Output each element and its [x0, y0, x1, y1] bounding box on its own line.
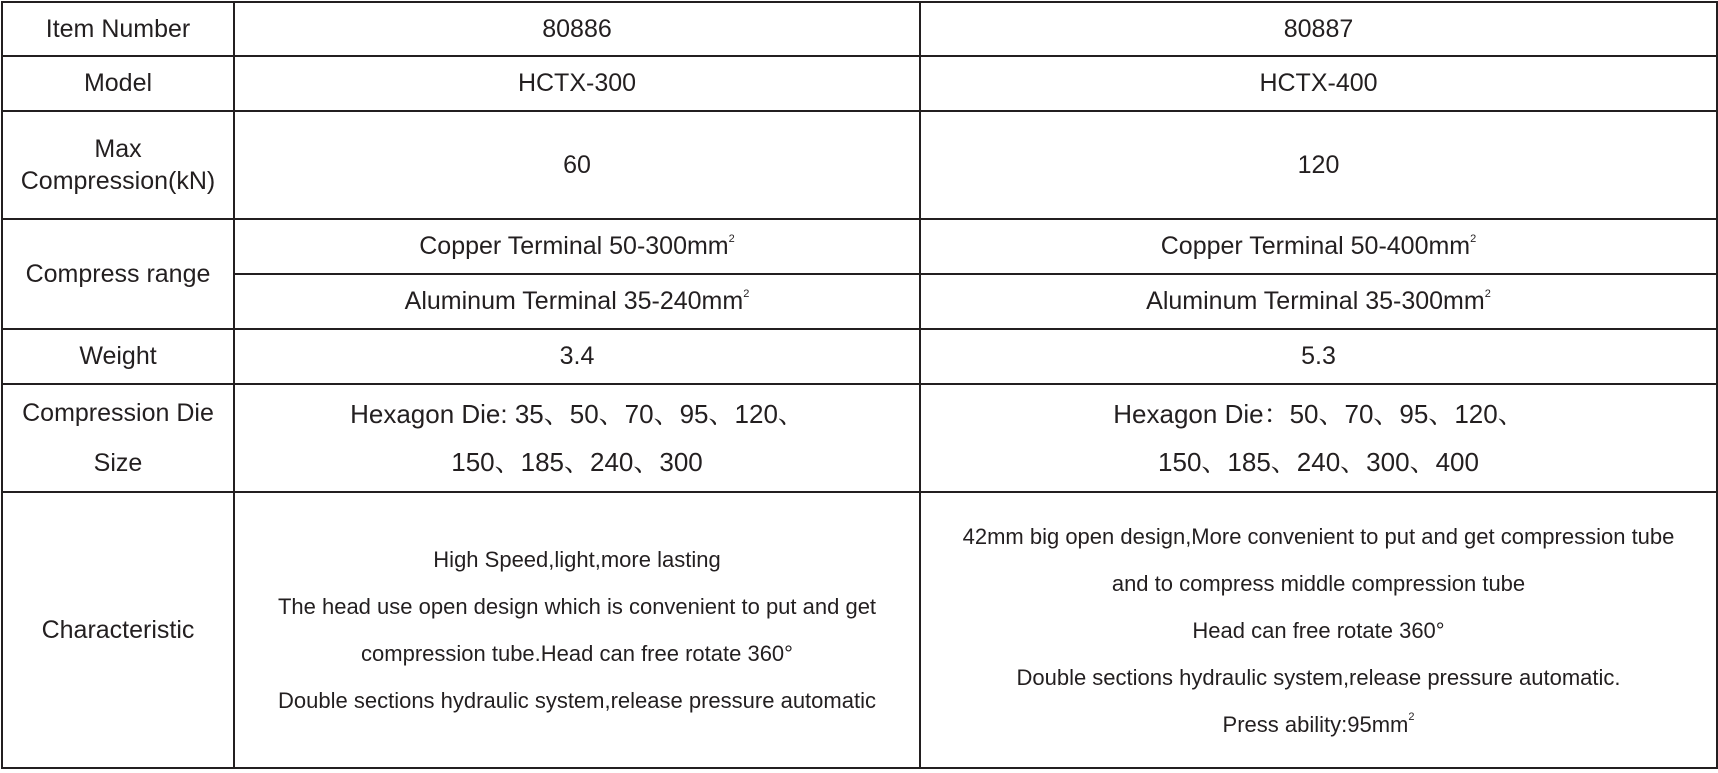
row-compress-range-aluminum	[2, 274, 1717, 329]
char-a-line2: The head use open design which is convenient to put and get	[277, 594, 877, 619]
compression-die-a	[234, 384, 920, 492]
row-characteristic	[2, 492, 1717, 768]
aluminum-range-b-sup: 2	[1484, 288, 1491, 301]
row-compress-range-copper	[2, 219, 1717, 274]
char-a-line4: Double sections hydraulic system,release pressure automatic	[278, 688, 876, 713]
die-b-line2: 150、185、240、300、400	[1158, 447, 1479, 477]
label-die-line2: Size	[93, 449, 143, 477]
label-characteristic: Characteristic	[2, 492, 234, 768]
aluminum-range-b	[920, 274, 1717, 329]
label-compression-die	[2, 384, 234, 492]
char-b-line2: and to compress middle compression tube	[1111, 570, 1526, 596]
max-compression-b: 120	[920, 111, 1717, 219]
row-weight	[2, 329, 1717, 384]
label-compress-range: Compress range	[2, 219, 234, 329]
label-max-compression	[2, 111, 234, 219]
label-max-line2: Compression(kN)	[20, 167, 216, 195]
copper-range-b-sup: 2	[1470, 233, 1477, 246]
aluminum-range-b-text: Aluminum Terminal 35-300mm	[1146, 287, 1485, 316]
label-item-number: Item Number	[2, 2, 234, 56]
row-compression-die	[2, 384, 1717, 492]
aluminum-range-a-sup: 2	[743, 288, 750, 301]
label-die-line1: Compression Die	[22, 399, 214, 427]
row-max-compression	[2, 111, 1717, 219]
characteristic-a	[234, 492, 920, 768]
spec-table	[1, 1, 1718, 769]
label-max-line1: Max	[94, 134, 142, 163]
compression-die-b	[920, 384, 1717, 492]
row-item-number	[2, 2, 1717, 56]
char-b-line1: 42mm big open design,More convenient to put and get compression tube	[962, 523, 1675, 549]
item-number-b: 80887	[920, 2, 1717, 56]
copper-range-a	[234, 219, 920, 274]
char-b-line4: Double sections hydraulic system,release pressure automatic.	[1016, 664, 1621, 690]
weight-b: 5.3	[920, 329, 1717, 384]
copper-range-b	[920, 219, 1717, 274]
char-a-line1: High Speed,light,more lasting	[433, 547, 721, 572]
aluminum-range-a	[234, 274, 920, 329]
die-a-line2: 150、185、240、300	[451, 447, 703, 477]
char-a-line3: compression tube.Head can free rotate 360°	[361, 641, 793, 666]
weight-a: 3.4	[234, 329, 920, 384]
die-b-line1: Hexagon Die：50、70、95、120、	[1113, 399, 1524, 429]
copper-range-b-text: Copper Terminal 50-400mm	[1160, 232, 1471, 261]
die-a-line1: Hexagon Die: 35、50、70、95、120、	[350, 399, 804, 429]
copper-range-a-text: Copper Terminal 50-300mm	[419, 232, 729, 261]
press-ability-sup: 2	[1408, 710, 1415, 723]
row-model	[2, 56, 1717, 111]
label-model: Model	[2, 56, 234, 111]
label-weight: Weight	[2, 329, 234, 384]
max-compression-a: 60	[234, 111, 920, 219]
press-ability-text: Press ability:95mm	[1222, 711, 1409, 737]
aluminum-range-a-text: Aluminum Terminal 35-240mm	[404, 287, 744, 316]
model-a: HCTX-300	[234, 56, 920, 111]
copper-range-a-sup: 2	[728, 233, 735, 246]
char-b-line3: Head can free rotate 360°	[1192, 617, 1445, 643]
item-number-a: 80886	[234, 2, 920, 56]
model-b: HCTX-400	[920, 56, 1717, 111]
char-b-line5	[921, 701, 1716, 748]
characteristic-b	[920, 492, 1717, 768]
